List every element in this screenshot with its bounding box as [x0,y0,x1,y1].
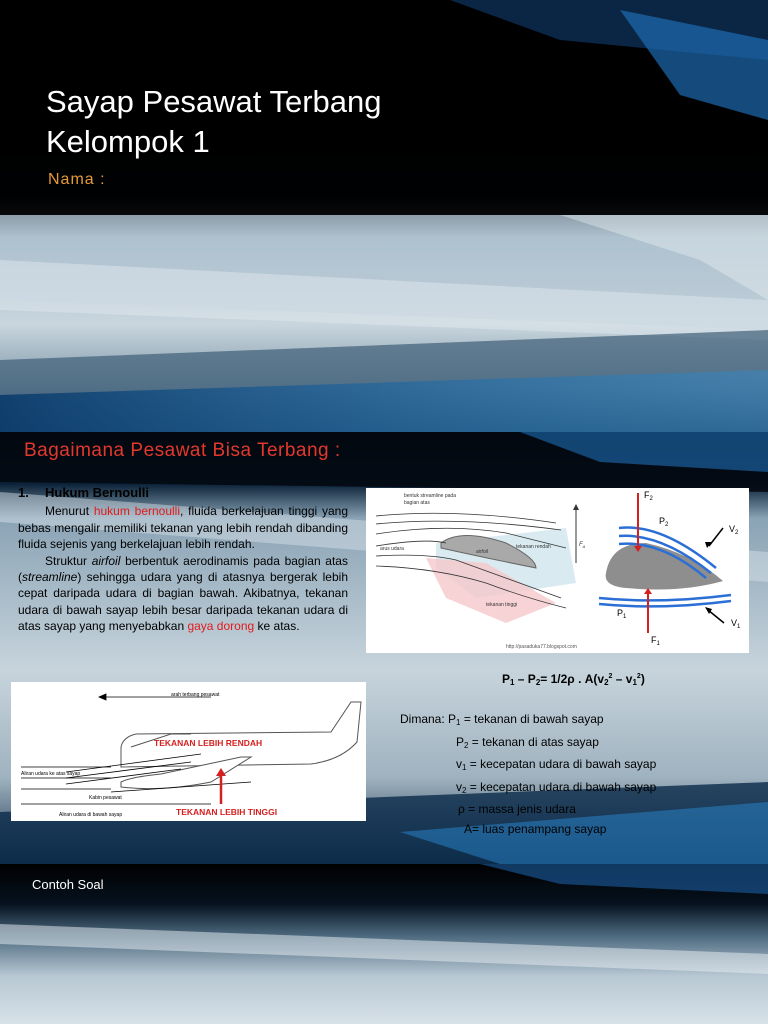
label-kabin: Kabin pesawat [89,795,122,801]
label-v2: $V_2$ [729,524,739,536]
plane-pressure-drawing [11,682,366,821]
slide-2 [0,432,768,864]
p2-text-a: Struktur [45,553,92,568]
p2-red-term: gaya dorong [187,619,255,634]
wing-pressure-drawing [591,488,749,653]
label-bagian-atas: bagian atas [404,500,430,506]
label-airfoil: airfoil [476,549,488,555]
wing-pressure-diagram [591,488,749,653]
paragraph-2 [18,553,348,635]
slide-3 [0,864,768,1024]
label-f2: $F_2$ [644,490,653,502]
title-line-2: Kelompok 1 [46,124,210,159]
slide-1-title [46,82,382,162]
title-line-1: Sayap Pesawat Terbang [46,84,382,119]
def-area: A= luas penampang sayap [464,821,607,836]
label-f1: $F_1$ [651,635,660,647]
label-fa: $F_A$ [579,542,586,549]
label-bentuk-streamline: bentuk streamline pada [404,493,456,499]
bernoulli-heading [18,485,348,501]
def-p1: Dimana: $P_1$ = tekanan di bawah sayap [400,712,604,727]
p1-text-a: Menurut [45,504,94,519]
label-arah-terbang: arah terbang pesawat [171,692,220,698]
slide-2-title: Bagaimana Pesawat Bisa Terbang : [24,440,341,461]
slide-1 [0,0,768,432]
p2-text-c: ) sehingga udara yang di atasnya bergerak lebih cepat daripada udara di bagian bawah. Akibatnya, tekanan udara di bawah sayap lebih besar daripada tekanan udara di atas sayap yang menyebabkan [18,570,348,634]
p1-text-b: , fluida berkelajuan tinggi yang bebas mengalir memiliki tekanan yang lebih rendah dibanding fluida sejenis yang berkelajuan lebih rendah. [18,504,348,552]
label-arus-udara: arus udara [380,546,404,552]
heading-text: Hukum Bernoulli [45,485,150,500]
label-tekanan-tinggi: tekanan tinggi [486,602,518,608]
def-v1: $v_1$ = kecepatan udara di bawah sayap [456,757,657,772]
label-p2: $P_2$ [659,516,669,528]
bernoulli-formula: $P_1 - P_2= 1/2\rho$ . $A(v_2^2 - v_1^2)$ [502,672,645,687]
bernoulli-text [18,485,348,635]
label-v1: $V_1$ [731,618,741,630]
p2-text-d: ke atas. [254,619,300,634]
def-p2: $P_2$ = tekanan di atas sayap [456,734,599,750]
slide-1-background [0,0,768,432]
p1-red-term: hukum bernoulli [93,504,181,519]
p2-italic-streamline: streamline [22,570,78,585]
p2-text-b: berbentuk aerodinamis pada bagian atas ( [18,553,348,585]
slide-3-background [0,864,768,1024]
airfoil-streamline-drawing [366,488,591,653]
nama-label: Nama : [48,171,106,188]
def-v2: $v_2$ = kecepatan udara di bawah sayap [456,779,657,795]
formula-definitions [400,710,656,839]
paragraph-1 [18,503,348,552]
source-url: http://pasaduka77.blogspot.com [506,644,577,650]
label-aliran-atas: Aliran udara ke atas sayap [21,771,81,777]
label-tekanan-lebih-rendah: TEKANAN LEBIH RENDAH [154,738,263,748]
label-p1: $P_1$ [617,608,627,620]
slide-3-title: Contoh Soal [32,877,104,892]
label-aliran-bawah: Aliran udara di bawah sayap [59,812,123,818]
label-tekanan-rendah: tekanan rendah [516,544,551,550]
plane-pressure-diagram [11,682,366,821]
airfoil-streamline-diagram [366,488,591,653]
heading-number: 1. [18,485,29,500]
p2-italic-airfoil: airfoil [91,553,121,568]
label-tekanan-lebih-tinggi: TEKANAN LEBIH TINGGI [176,807,278,817]
def-rho: ρ = massa jenis udara [458,802,576,816]
